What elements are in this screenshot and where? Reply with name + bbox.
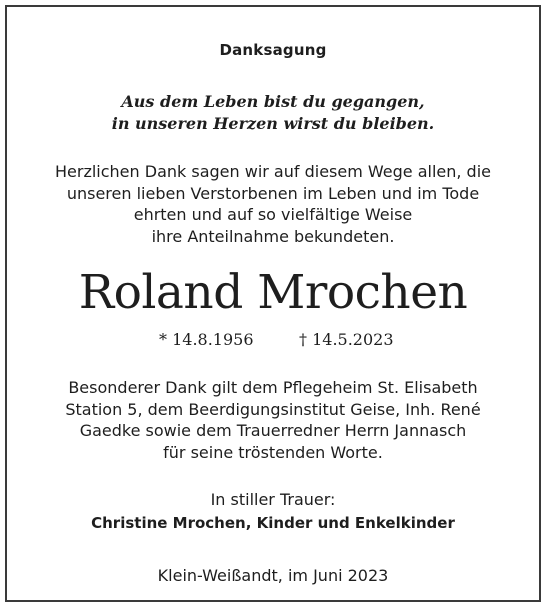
verse-line: Aus dem Leben bist du gegangen,: [121, 92, 425, 111]
deceased-name: Roland Mrochen: [78, 265, 468, 320]
thanks-line: ehrten und auf so vielfältige Weise: [133, 205, 413, 224]
thanks-paragraph: [7, 161, 539, 247]
special-thanks-line: Station 5, dem Beerdigungsinstitut Geise, Inh. René: [65, 399, 481, 419]
special-thanks-line: Gaedke sowie dem Trauerredner Herrn Jannasch: [79, 421, 467, 440]
special-thanks-paragraph: [7, 377, 539, 463]
memorial-verse: [7, 91, 539, 135]
verse-line: in unseren Herzen wirst du bleiben.: [111, 114, 435, 133]
birth-date: * 14.8.1956: [159, 330, 254, 349]
family-signature: Christine Mrochen, Kinder und Enkelkinder: [91, 514, 455, 532]
mourning-label: In stiller Trauer:: [210, 490, 336, 509]
obituary-notice: [5, 5, 541, 602]
special-thanks-line: Besonderer Dank gilt dem Pflegeheim St. Elisabeth: [68, 378, 478, 397]
thanks-line: ihre Anteilnahme bekundeten.: [151, 226, 395, 246]
special-thanks-line: für seine tröstenden Worte.: [163, 442, 383, 462]
death-date: † 14.5.2023: [299, 330, 394, 349]
place-and-date: Klein-Weißandt, im Juni 2023: [157, 566, 389, 585]
notice-heading: Danksagung: [219, 41, 327, 59]
thanks-line: unseren lieben Verstorbenen im Leben und im Tode: [66, 183, 480, 203]
thanks-line: Herzlichen Dank sagen wir auf diesem Wege allen, die: [55, 162, 491, 181]
